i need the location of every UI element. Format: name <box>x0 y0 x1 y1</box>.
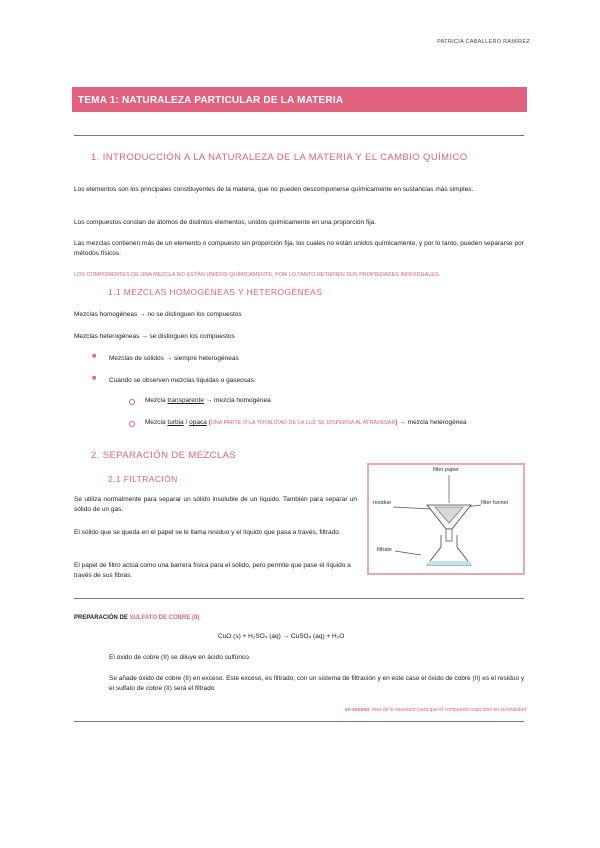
filtration-p2: El sólido que se queda en el papel se le llama residuo y el líquido que pasa a través, filtrado. <box>74 529 341 536</box>
section-2-heading: 2. SEPARACIÓN DE MEZCLAS <box>91 450 237 461</box>
divider <box>74 598 524 599</box>
circle-bullet-icon <box>129 399 135 405</box>
label-residue: residue <box>373 500 392 506</box>
funnel-flask-drawing <box>369 465 523 573</box>
homogeneous-line: Mezclas homogéneas → no se distinguen los compuestos <box>74 311 242 318</box>
sub-bullet-transparent: Mezcla transparente → mezcla homogénea <box>145 397 271 404</box>
subsection-2-1-heading: 2.1 FILTRACIÓN <box>108 474 178 484</box>
bullet-icon: ■ <box>92 375 97 382</box>
sub-bullet-turbid: Mezcla turbia / opaca (UNA PARTE O LA TOTALIDAD DE LA LUZ SE DISPERSA AL ATRAVESAR) → mezcla heterogénea <box>145 419 467 426</box>
prep-step-1: El óxido de cobre (II) se diluye en ácido sulfúrico. <box>109 654 251 661</box>
footnote: en exceso: más de lo necesario para que el compuesto reaccione en su totalidad <box>345 707 526 713</box>
filtration-p1: Se utiliza normalmente para separar un sólido insoluble de un líquido. También para separar un sólido de un gas. <box>74 496 357 513</box>
bullet-solids: Mezclas de sólidos → siempre heterogéneas <box>109 355 239 362</box>
label-filter-funnel: filter funnel <box>481 500 508 506</box>
filtration-p3: El papel de filtro actúa como una barrera física para el sólido, pero permite que pase el líquido a través de sus fibras. <box>74 562 351 579</box>
mixture-note: LOS COMPONENTES DE UNA MEZCLA NO ESTÁN UNIDOS QUÍMICAMENTE, POR LO TANTO RETIENEN SUS PROPIEDADES INDIVIDUALES. <box>74 272 441 278</box>
label-filter-paper: filter paper <box>433 467 459 473</box>
bullet-icon: ■ <box>92 353 97 360</box>
prep-step-2: Se añade óxido de cobre (II) en exceso. Este exceso, es filtrado, con un sistema de filtración y en este caso el óxido de cobre (II) es el residuo y el sulfato de cobre (II) será el filtrado <box>109 675 525 692</box>
section-1-heading: 1. INTRODUCCIÓN A LA NATURALEZA DE LA MATERIA Y EL CAMBIO QUÍMICO <box>91 152 468 163</box>
paragraph-elements: Los elementos son los principales constituyentes de la materia, que no pueden descomponerse químicamente en sustancias más simples. <box>74 186 474 193</box>
filtration-figure <box>367 463 525 575</box>
label-filtrate: filtrate <box>377 547 392 553</box>
author-header: PATRICIA CABALLERO RAMÍREZ <box>437 39 530 45</box>
subsection-1-1-heading: 1.1 MEZCLAS HOMOGÉNEAS Y HETEROGÉNEAS <box>108 287 323 297</box>
chemical-equation: CuO (s) + H₂SO₄ (aq) → CuSO₄ (aq) + H₂O <box>218 633 345 640</box>
page-title: TEMA 1: NATURALEZA PARTICULAR DE LA MATERIA <box>78 95 344 106</box>
bullet-liquids: Cuando se observen mezclas líquidas o gaseosas: <box>109 377 256 384</box>
heterogeneous-line: Mezclas heterogéneas → se distinguen los compuestos <box>74 333 235 340</box>
divider <box>74 721 524 722</box>
circle-bullet-icon <box>129 421 135 427</box>
divider <box>74 135 524 136</box>
paragraph-mixtures: Las mezclas contienen más de un elemento o compuesto sin proporción fija, los cuales no están unidos químicamente, y por lo tanto, pueden separarse por métodos físicos. <box>74 240 524 257</box>
prep-heading: PREPARACIÓN DE SULFATO DE COBRE (II) <box>74 615 200 621</box>
title-bar <box>72 87 527 112</box>
paragraph-compounds: Los compuestos constan de átomos de distintos elementos, unidos químicamente en una proporción fija. <box>74 219 377 226</box>
